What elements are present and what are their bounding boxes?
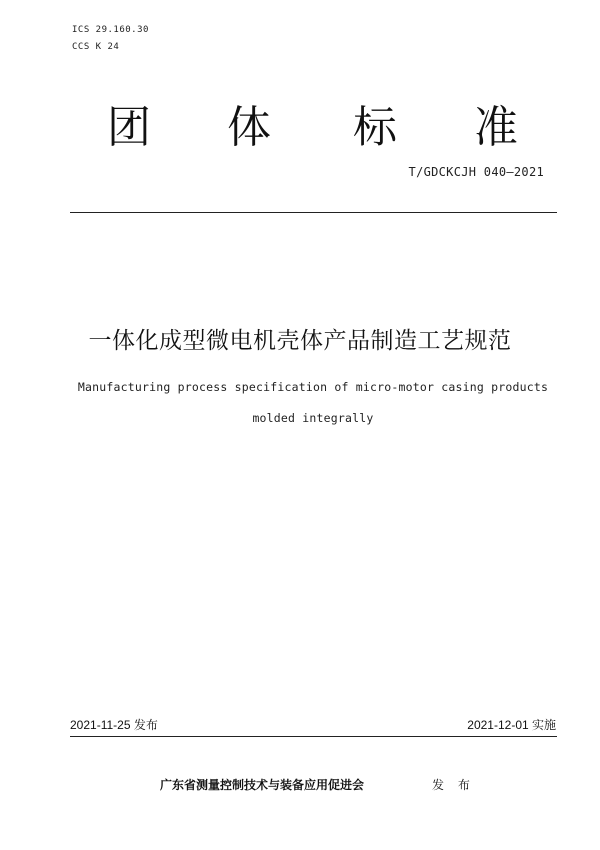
document-title-english-line1: Manufacturing process specification of micro-motor casing products xyxy=(77,380,549,394)
document-title-english-line2: molded integrally xyxy=(252,411,374,425)
ccs-code: CCS K 24 xyxy=(72,42,120,52)
issuing-organization: 广东省测量控制技术与装备应用促进会 xyxy=(160,778,365,792)
bottom-divider xyxy=(70,736,557,737)
standard-type-char-3: 标 xyxy=(353,102,397,153)
ics-code: ICS 29.160.30 xyxy=(72,25,149,35)
standard-type-char-1: 团 xyxy=(107,102,151,153)
standard-number: T/GDCKCJH 040—2021 xyxy=(408,165,544,179)
standard-type-char-4: 准 xyxy=(474,102,518,153)
issue-label: 发 布 xyxy=(432,778,475,792)
standard-type-char-2: 体 xyxy=(227,102,271,153)
standard-type-heading xyxy=(0,98,600,158)
implement-date: 2021-12-01 实施 xyxy=(467,718,556,732)
publish-date: 2021-11-25 发布 xyxy=(70,718,158,732)
document-title-chinese: 一体化成型微电机壳体产品制造工艺规范 xyxy=(88,328,512,354)
top-divider xyxy=(70,212,557,213)
